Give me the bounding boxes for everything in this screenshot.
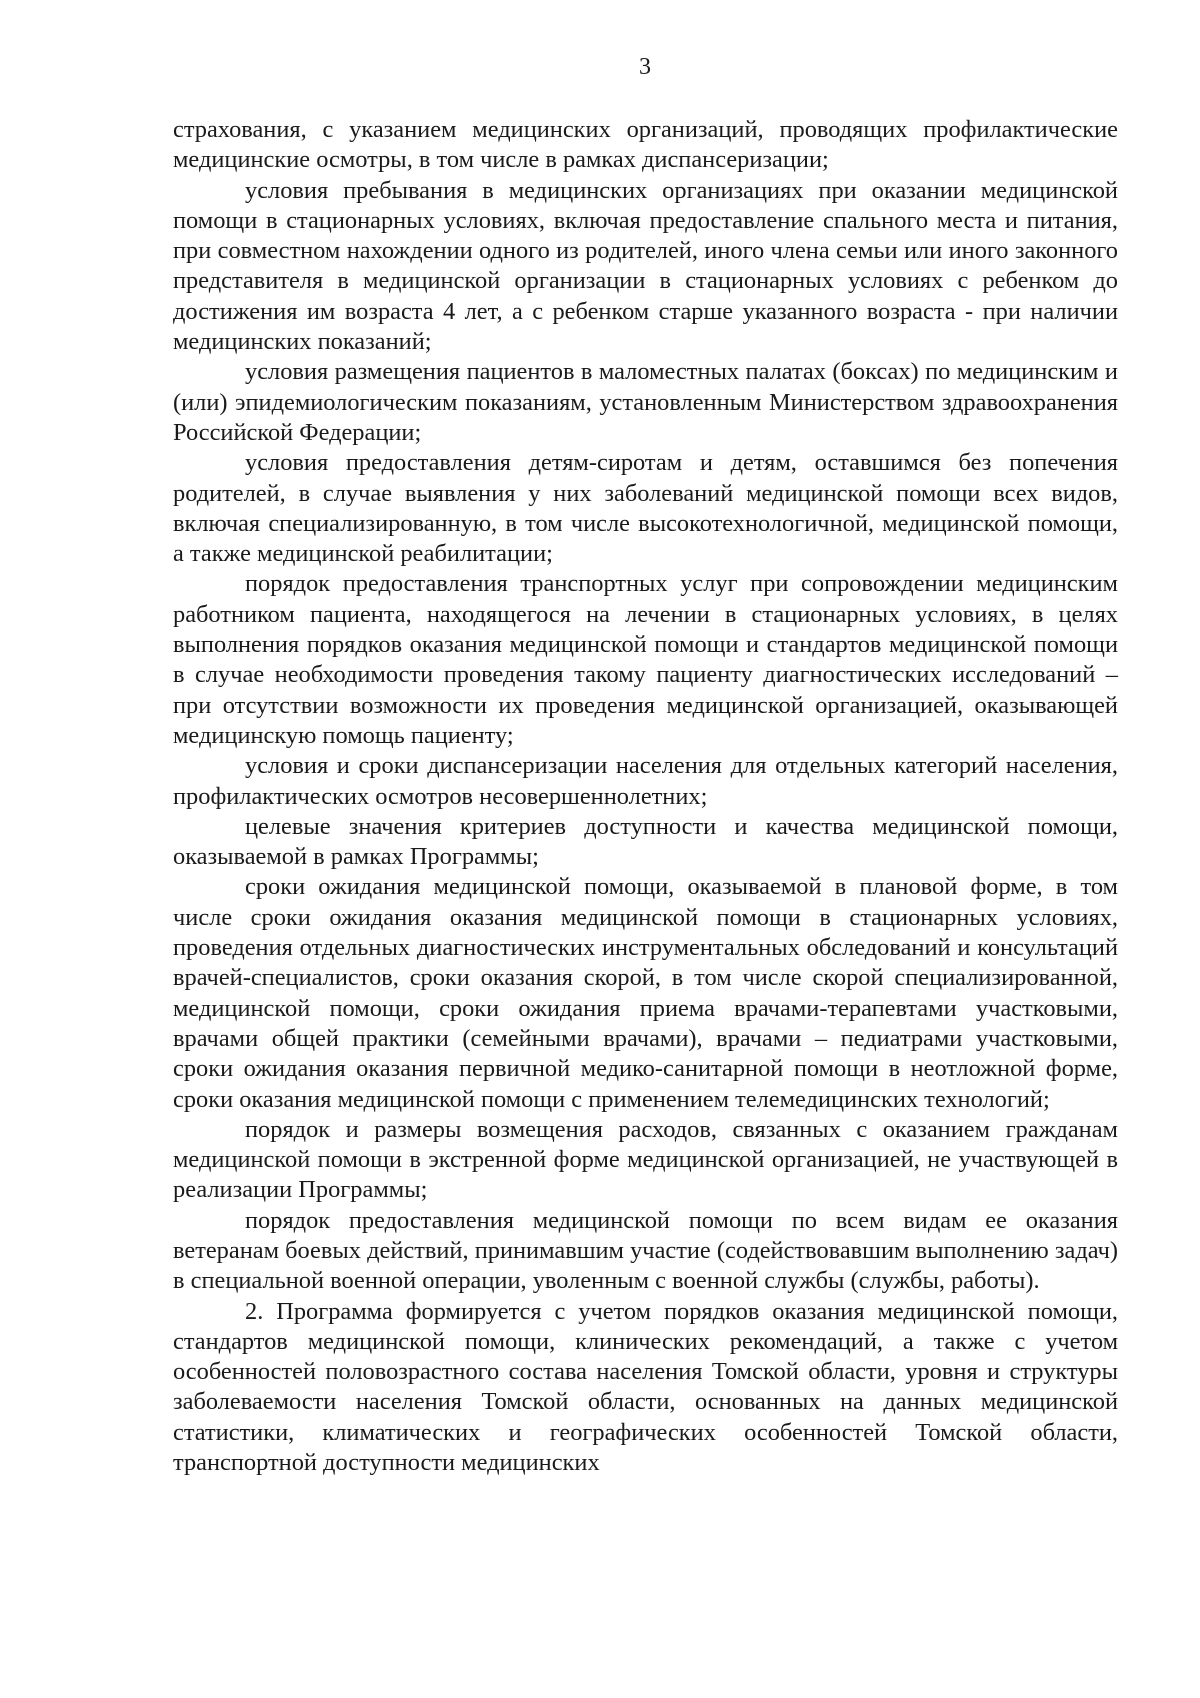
paragraph-transport-services: порядок предоставления транспортных услуг при сопровождении медицинским работником пациента, находящегося на лечении в стационарных условиях, в целях выполнения порядков оказания медицинской помощи и стандартов медицинской помощи в случае необходимости проведения такому пациенту диагностических исследований – при отсутствии возможности их проведения медицинской организацией, оказывающей медицинскую помощь пациенту; xyxy=(173,570,1118,749)
paragraph-target-values: целевые значения критериев доступности и качества медицинской помощи, оказываемой в рамках Программы; xyxy=(173,812,1118,871)
paragraph-small-ward-placement: условия размещения пациентов в маломестных палатах (боксах) по медицинским и (или) эпидемиологическим показаниям, установленным Министерством здравоохранения Российской Федерации; xyxy=(173,358,1118,446)
document-body xyxy=(173,115,1118,1478)
paragraph-veterans-care: порядок предоставления медицинской помощи по всем видам ее оказания ветеранам боевых действий, принимавшим участие (содействовавшим выполнению задач) в специальной военной операции, уволенным с военной службы (службы, работы). xyxy=(173,1206,1118,1295)
paragraph-waiting-times: сроки ожидания медицинской помощи, оказываемой в плановой форме, в том числе сроки ожидания оказания медицинской помощи в стационарных условиях, проведения отдельных диагностических инструментальных обследований и консультаций врачей-специалистов, сроки оказания скорой, в том числе скорой специализированной, медицинской помощи, сроки ожидания приема врачами-терапевтами участковыми, врачами общей практики (семейными врачами), врачами – педиатрами участковыми, сроки ожидания оказания первичной медико-санитарной помощи в неотложной форме, сроки оказания медицинской помощи с применением телемедицинских технологий; xyxy=(173,873,1118,1113)
paragraph-dispensarization: условия и сроки диспансеризации населения для отдельных категорий населения, профилактических осмотров несовершеннолетних; xyxy=(173,752,1118,810)
paragraph-inpatient-conditions: условия пребывания в медицинских организациях при оказании медицинской помощи в стационарных условиях, включая предоставление спального места и питания, при совместном нахождении одного из родителей, иного члена семьи или иного законного представителя в медицинской организации в стационарных условиях с ребенком до достижения им возраста 4 лет, а с ребенком старше указанного возраста - при наличии медицинских показаний; xyxy=(173,176,1118,356)
page-number: 3 xyxy=(639,54,651,80)
paragraph-insurance-continuation: страхования, с указанием медицинских организаций, проводящих профилактические медицинские осмотры, в том числе в рамках диспансеризации; xyxy=(173,116,1118,174)
paragraph-expense-reimbursement: порядок и размеры возмещения расходов, связанных с оказанием гражданам медицинской помощи в экстренной форме медицинской организацией, не участвующей в реализации Программы; xyxy=(173,1115,1118,1204)
paragraph-orphan-care: условия предоставления детям-сиротам и детям, оставшимся без попечения родителей, в случае выявления у них заболеваний медицинской помощи всех видов, включая специализированную, в том числе высокотехнологичной, медицинской помощи, а также медицинской реабилитации; xyxy=(173,449,1118,568)
paragraph-program-formation: 2. Программа формируется с учетом порядков оказания медицинской помощи, стандартов медицинской помощи, клинических рекомендаций, а также с учетом особенностей половозрастного состава населения Томской области, уровня и структуры заболеваемости населения Томской области, основанных на данных медицинской статистики, климатических и географических особенностей Томской области, транспортной доступности медицинских xyxy=(173,1297,1118,1477)
